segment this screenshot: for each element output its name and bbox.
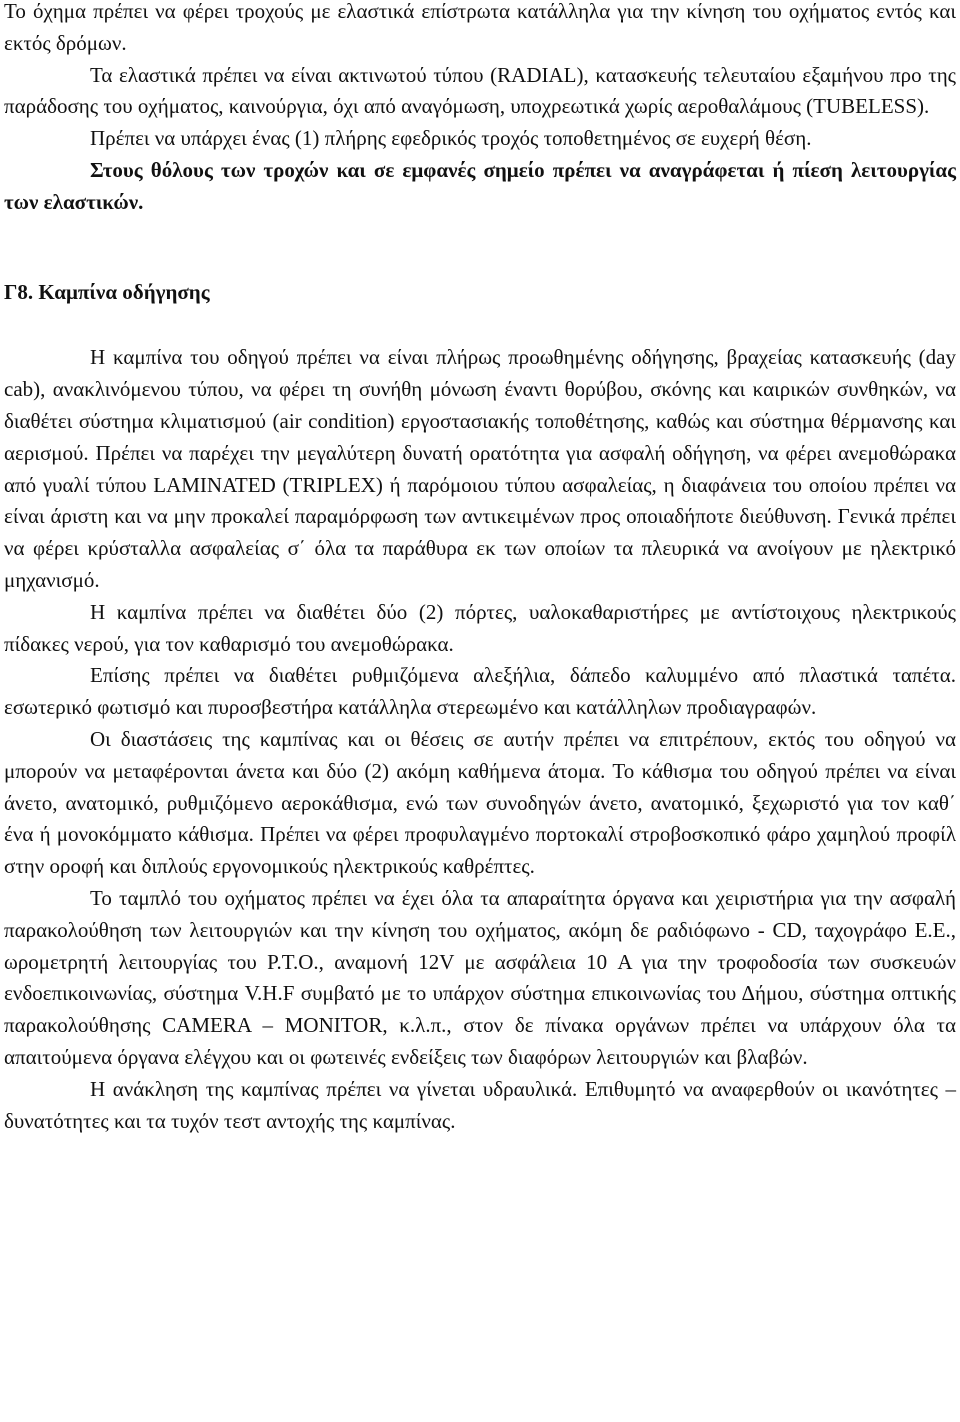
paragraph-cabin-description: Η καμπίνα του οδηγού πρέπει να είναι πλήρως προωθημένης οδήγησης, βραχείας κατασκευής (day cab), ανακλινόμενου τύπου, να φέρει τη συνήθη μόνωση έναντι θορύβου, σκόνης και καιρικών συνθηκών, να διαθέτει σύστημα κλιματισμού (air condition) εργοστασιακής τοποθέτησης, καθώς και σύστημα θέρμανσης και αερισμού. Πρέπει να παρέχει την μεγαλύτερη δυνατή ορατότητα για ασφαλή οδήγηση, να φέρει ανεμοθώρακα από γυαλί τύπου LAMINATED (TRIPLEX) ή παρόμοιου τύπου ασφαλείας, η διαφάνεια του οποίου πρέπει να είναι άριστη και να μην προκαλεί παραμόρφωση των αντικειμένων προς οποιαδήποτε διεύθυνση. Γενικά πρέπει να φέρει κρύσταλλα ασφαλείας σ΄ όλα τα παράθυρα εκ των οποίων τα πλευρικά να ανοίγουν με ηλεκτρικό μηχανισμό.: [4, 345, 956, 592]
paragraph-doors-wipers: Η καμπίνα πρέπει να διαθέτει δύο (2) πόρτες, υαλοκαθαριστήρες με αντίστοιχους ηλεκτρικούς πίδακες νερού, για τον καθαρισμό του ανεμοθώρακα.: [4, 599, 956, 656]
paragraph-spare-wheel: Πρέπει να υπάρχει ένας (1) πλήρης εφεδρικός τροχός τοποθετημένος σε ευχερή θέση.: [90, 126, 812, 151]
section-heading-cabin: Γ8. Καμπίνα οδήγησης: [4, 279, 210, 304]
paragraph-dashboard-instruments: Το ταμπλό του οχήματος πρέπει να έχει όλα τα απαραίτητα όργανα και χειριστήρια για την ασφαλή παρακολούθηση των λειτουργιών και την κίνηση του οχήματος, ακόμη δε ραδιόφωνο - CD, ταχογράφο Ε.Ε., ωρομετρητή λειτουργίας του Ρ.Τ.Ο., αναμονή 12V με ασφάλεια 10 A για την τροφοδοσία των συσκευών ενδοεπικοινωνίας, σύστημα V.H.F συμβατό με το υπάρχον σύστημα επικοινωνίας του Δήμου, σύστημα οπτικής παρακολούθησης CAMERA – MONITOR, κ.λ.π., στον δε πίνακα οργάνων πρέπει να υπάρχουν όλα τα απαιτούμενα όργανα ελέγχου και οι φωτεινές ενδείξεις των διαφόρων λειτουργιών και βλαβών.: [4, 885, 956, 1069]
document-page: [4, 0, 956, 1137]
paragraph-sunvisors-floor: Επίσης πρέπει να διαθέτει ρυθμιζόμενα αλεξήλια, δάπεδο καλυμμένο από πλαστικά ταπέτα. εσωτερικό φωτισμό και πυροσβεστήρα κατάλληλα στερεωμένο και κατάλληλων προδιαγραφών.: [4, 663, 956, 720]
paragraph-tyre-pressure-notice: Στους θόλους των τροχών και σε εμφανές σημείο πρέπει να αναγράφεται ή πίεση λειτουργίας των ελαστικών.: [4, 157, 956, 214]
paragraph-tyres-intro: Το όχημα πρέπει να φέρει τροχούς με ελαστικά επίστρωτα κατάλληλα για την κίνηση του οχήματος εντός και εκτός δρόμων.: [4, 0, 956, 55]
paragraph-cabin-tilting: Η ανάκληση της καμπίνας πρέπει να γίνεται υδραυλικά. Επιθυμητό να αναφερθούν οι ικανότητες – δυνατότητες και τα τυχόν τεστ αντοχής της καμπίνας.: [4, 1076, 956, 1133]
paragraph-radial-tyres: Τα ελαστικά πρέπει να είναι ακτινωτού τύπου (RADIAL), κατασκευής τελευταίου εξαμήνου προ της παράδοσης του οχήματος, καινούργια, όχι από αναγόμωση, υποχρεωτικά χωρίς αεροθαλάμους (TUBELESS).: [4, 62, 956, 119]
paragraph-cabin-dimensions-seats: Οι διαστάσεις της καμπίνας και οι θέσεις σε αυτήν πρέπει να επιτρέπουν, εκτός του οδηγού να μπορούν να μεταφέρονται άνετα και δύο (2) ακόμη καθήμενα άτομα. Το κάθισμα του οδηγού πρέπει να είναι άνετο, ανατομικό, ρυθμιζόμενο αεροκάθισμα, ενώ των συνοδηγών άνετο, ανατομικό, ξεχωριστό για τον καθ΄ ένα ή μονοκόμματο κάθισμα. Πρέπει να φέρει προφυλαγμένο πορτοκαλί στροβοσκοπικό φάρο χαμηλού προφίλ στην οροφή και διπλούς εργονομικούς ηλεκτρικούς καθρέπτες.: [4, 726, 956, 879]
